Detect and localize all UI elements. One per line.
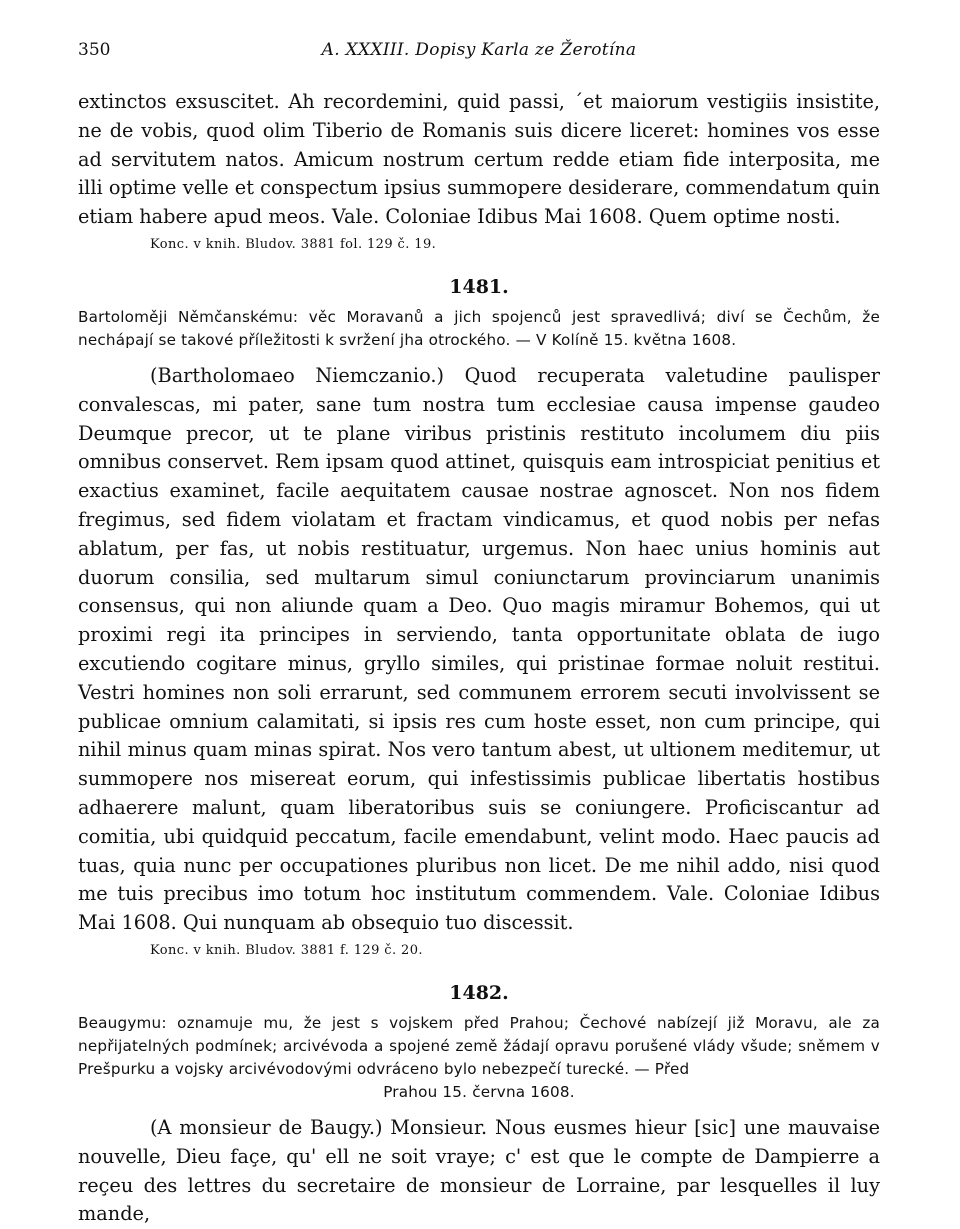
letter-1482-regest-text: Beaugymu: oznamuje mu, že jest s vojskem před Prahou; Čechové nabízejí již Moravu, ale za nepřijatelných podmínek; arcivévoda a spojené země žádají opravu porušené vlády všude; sněmem v Prešpurku a vojsky arcivévodovými odvráceno bylo nebezpečí turecké. — Před xyxy=(78,1013,880,1078)
letter-1482-regest xyxy=(78,1012,880,1104)
running-title: A. XXXIII. Dopisy Karla ze Žerotína xyxy=(321,40,637,60)
letter-1480-source: Konc. v knih. Bludov. 3881 fol. 129 č. 19. xyxy=(150,236,437,252)
letter-1482-text: (A monsieur de Baugy.) Monsieur. Nous eusmes hieur [sic] une mauvaise nouvelle, Dieu façe, qu' ell ne soit vraye; c' est que le compte de Dampierre a reçeu des lettres du secretaire de monsieur de Lorraine, par lesquelles il luy mande, xyxy=(78,1115,880,1226)
letter-1481-number: 1481. xyxy=(449,275,509,298)
letter-1481-source: Konc. v knih. Bludov. 3881 f. 129 č. 20. xyxy=(150,942,423,958)
letter-1482-number: 1482. xyxy=(449,981,509,1004)
letter-1482-regest-date: Prahou 15. června 1608. xyxy=(383,1082,575,1101)
page-number: 350 xyxy=(78,40,111,60)
letter-1481-regest: Bartoloměji Němčanskému: věc Moravanů a jich spojenců jest spravedlivá; diví se Čechům, že nechápají se takové příležitosti k svržení jha otrockého. — V Kolíně 15. května 1608. xyxy=(78,307,880,349)
letter-1480-text: extinctos exsuscitet. Ah recordemini, quid passi, ´et maiorum vestigiis insistite, ne de vobis, quod olim Tiberio de Romanis suis dicere liceret: homines vos esse ad servitutem natos. Amicum nostrum certum redde etiam fide interposita, me illi optime velle et conspectum ipsius summopere desiderare, commendatum quin etiam habere apud meos. Vale. Coloniae Idibus Mai 1608. Quem optime nosti. xyxy=(78,90,880,229)
letter-1481-text: (Bartholomaeo Niemczanio.) Quod recuperata valetudine paulisper convalescas, mi pater, sane tum nostra tum ecclesiae causa impense gaudeo Deumque precor, ut te plane viribus pristinis restituto incolumem diu piis omnibus conservet. Rem ipsam quod attinet, quisquis eam introspiciat penitius et exactius examinet, facile aequitatem causae nostrae agnoscet. Non nos fidem fregimus, sed fidem violatam et fractam vindicamus, et quod nobis per nefas ablatum, per fas, ut nobis restituatur, urgemus. Non haec unius hominis aut duorum consilia, sed multarum simul coniunctarum provinciarum unanimis consensus, qui non aliunde quam a Deo. Quo magis miramur Bohemos, qui ut proximi regi ita principes in serviendo, tanta opportunitate oblata de iugo excutiendo cogitare minus, gryllo similes, qui pristinae formae noluit restitui. Vestri homines non soli errarunt, sed communem errorem secuti involvissent se publicae omnium calamitati, si ipsis res cum hoste esset, non cum principe, qui nihil minus quam minas spirat. Nos vero tantum abest, ut ultionem meditemur, ut summopere nos misereat eorum, qui infestissimis publicae libertatis hostibus adhaerere malunt, quam liberatoribus suis se coniungere. Proficiscantur ad comitia, ubi quidquid peccatum, facile emendabunt, velint modo. Haec paucis ad tuas, quia nunc per occupationes pluribus non licet. De me nihil addo, nisi quod me tuis precibus imo totum hoc institutum commendem. Vale. Coloniae Idibus Mai 1608. Qui nunquam ab obsequio tuo discessit. xyxy=(78,363,880,935)
page-body xyxy=(78,88,880,1229)
page-header xyxy=(78,40,880,70)
